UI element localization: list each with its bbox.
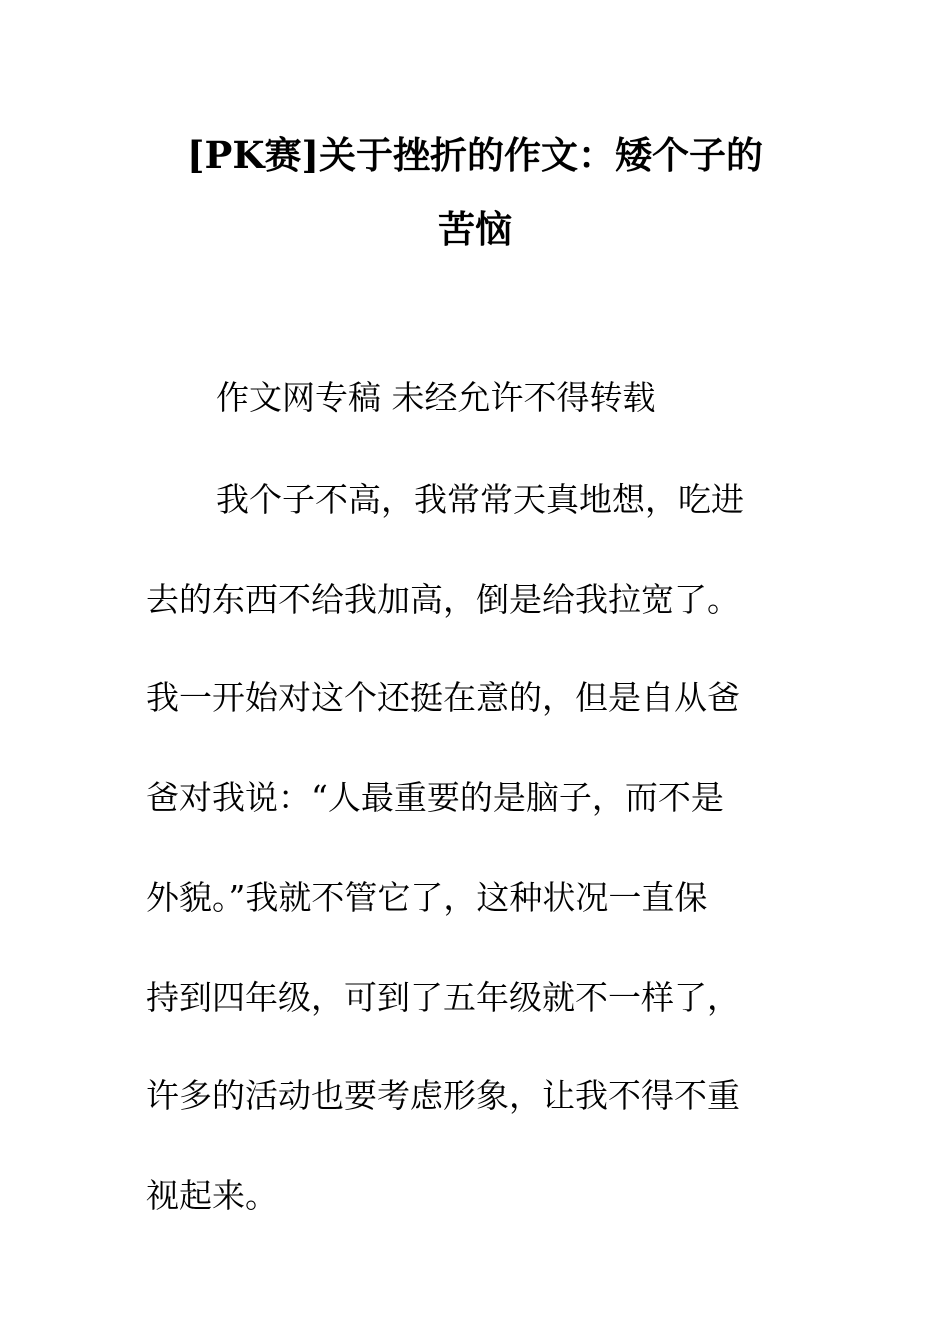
byline: 作文网专稿 未经允许不得转载 (216, 378, 656, 417)
paragraph-line: 去的东西不给我加高，倒是给我拉宽了。 (146, 580, 740, 619)
paragraph-line: 视起来。 (146, 1176, 278, 1215)
paragraph-line: 我一开始对这个还挺在意的，但是自从爸 (146, 678, 740, 717)
paragraph-line: 外貌。”我就不管它了，这种状况一直保 (146, 878, 708, 917)
paragraph-line: 我个子不高，我常常天真地想，吃进 (216, 480, 744, 519)
title-line: [PK赛]关于挫折的作文：矮个子的 (187, 133, 763, 177)
document-title (140, 118, 810, 266)
paragraph-line: 爸对我说：“人最重要的是脑子，而不是 (146, 778, 724, 817)
paragraph-line: 许多的活动也要考虑形象，让我不得不重 (146, 1076, 740, 1115)
paragraph-line: 持到四年级，可到了五年级就不一样了， (146, 978, 740, 1017)
title-line: 苦恼 (438, 207, 512, 251)
